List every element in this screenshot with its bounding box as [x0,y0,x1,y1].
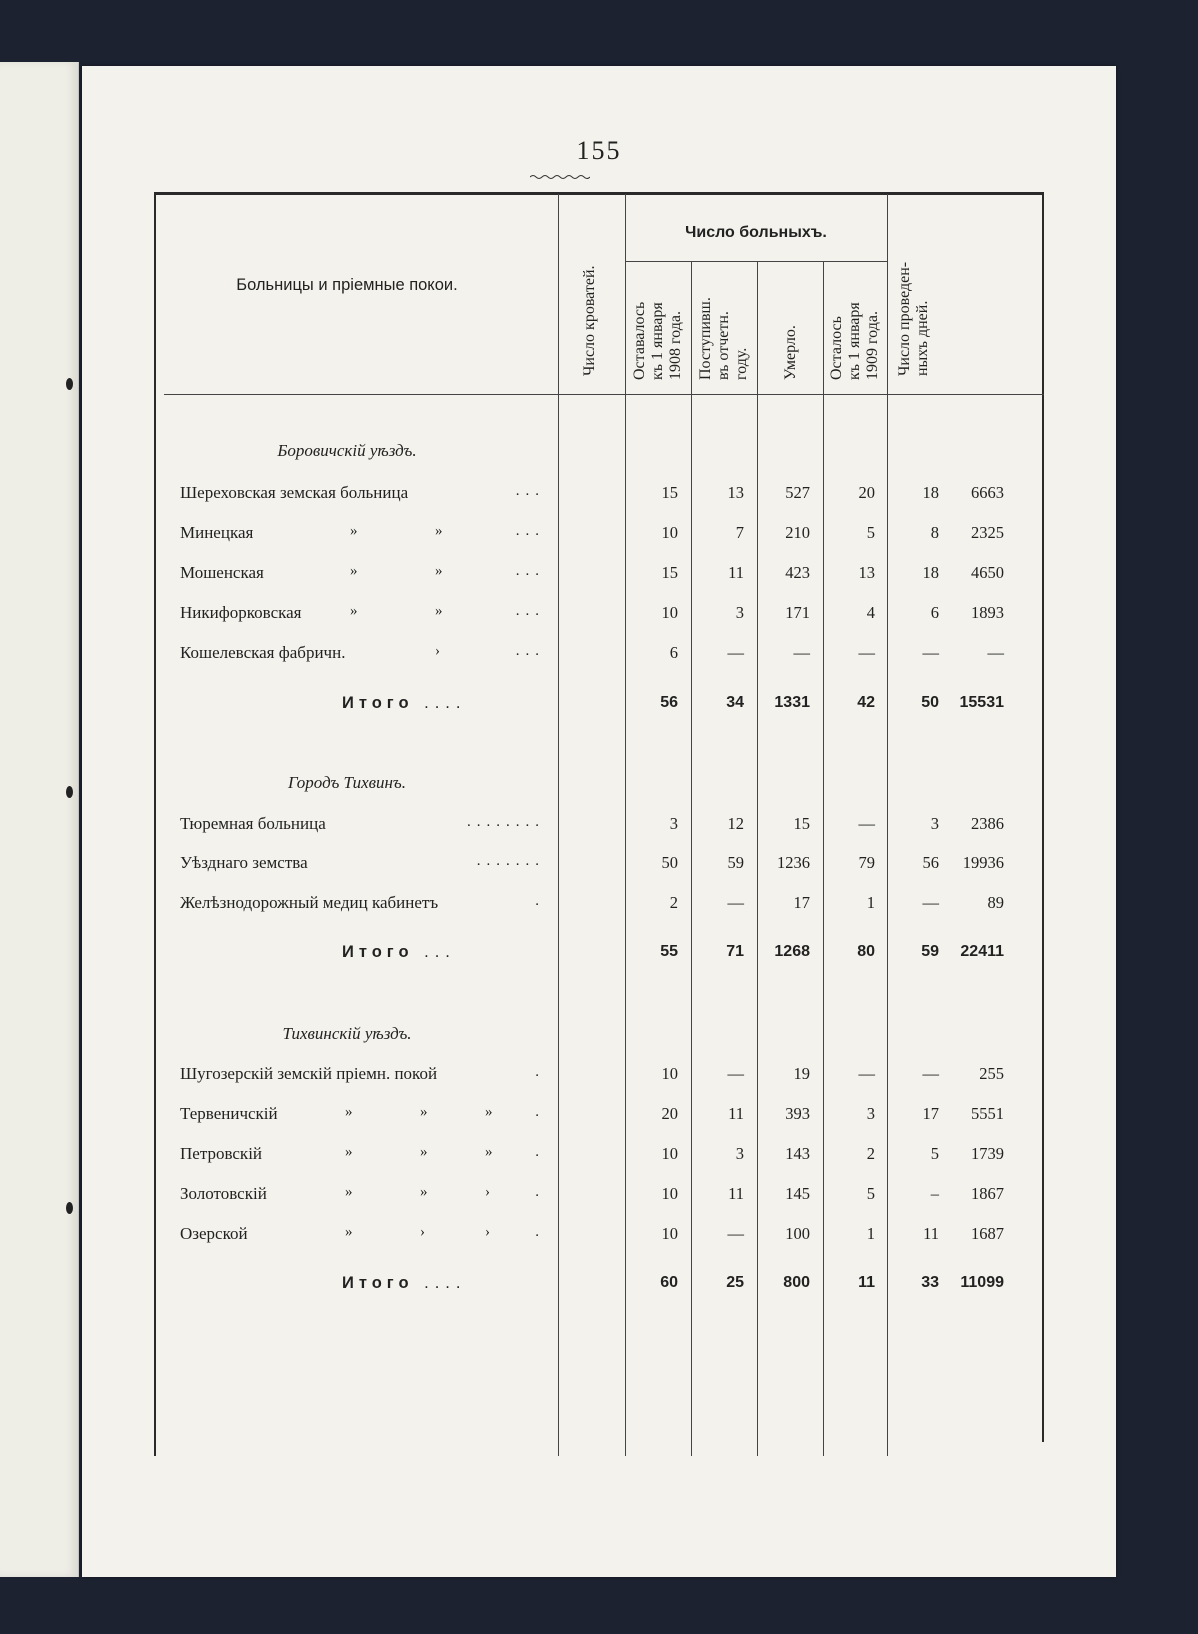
table-cell-c3: 15 [793,814,810,833]
table-cell-c1: 20 [661,1104,678,1123]
total-label: Итого .... [342,1274,467,1292]
table-cell-c3: 527 [785,483,810,502]
table-cell-c1: 6 [669,643,678,662]
table-cell-c2: — [727,893,744,912]
table-cell-c3: 210 [785,523,810,542]
header-admitted: Поступивш. въ отчетн. году. [697,297,750,380]
table-cell-c5: 5 [930,1144,939,1163]
table-cell-c6: 2325 [971,523,1004,542]
total-label: Итого .... [342,694,467,712]
table-row-label: Тервеничскій » » » . [180,1104,545,1123]
group-header-rule [625,261,887,262]
table-cell-c6: 2386 [971,814,1004,833]
table-cell-c5: 18 [922,563,939,582]
total-label: Итого ... [342,943,456,961]
table-cell-c2: — [727,1064,744,1083]
total-cell-c6: 22411 [960,943,1004,960]
total-cell-c4: 11 [858,1274,875,1291]
column-divider [887,194,888,1456]
table-cell-c4: 4 [866,603,875,622]
binding-hole [66,1202,73,1214]
total-cell-c6: 15531 [959,694,1004,711]
table-cell-c6: 1739 [971,1144,1004,1163]
binding-hole [66,786,73,798]
total-cell-c4: 80 [857,943,875,960]
table-row-label: Мошенская » » ... [180,563,545,582]
table-left-rule [154,194,156,1456]
table-cell-c3: — [793,643,810,662]
table-cell-c5: 3 [930,814,939,833]
table-cell-c1: 2 [669,893,678,912]
table-cell-c5: 56 [922,853,939,872]
total-cell-c1: 60 [660,1274,678,1291]
section-title: Боровичскій уѣздъ. [277,441,417,460]
table-cell-c5: 6 [930,603,939,622]
header-main: Больницы и пріемные покои. [236,276,458,294]
table-row-label: Озерской » › › . [180,1224,545,1243]
header-remained-1908: Оставалось къ 1 января 1908 года. [631,301,684,380]
table-cell-c5: — [922,893,939,912]
table-row-label: Желѣзнодорожный медиц кабинетъ . [180,893,545,912]
header-patients-group: Число больныхъ. [685,224,827,241]
table-cell-c1: 15 [661,483,678,502]
total-cell-c6: 11099 [960,1274,1004,1291]
header-remained-1909: Осталось къ 1 января 1909 года. [828,302,881,380]
table-cell-c2: 11 [728,1184,744,1203]
total-cell-c5: 59 [921,943,939,960]
column-divider [823,261,824,1456]
table-cell-c4: 13 [858,563,875,582]
table-cell-c6: 1893 [971,603,1004,622]
table-cell-c6: 19936 [962,853,1004,872]
table-cell-c2: 11 [728,1104,744,1123]
total-cell-c2: 25 [726,1274,744,1291]
total-cell-c2: 71 [726,943,744,960]
table-cell-c3: 1236 [777,853,810,872]
table-cell-c2: 3 [735,603,744,622]
table-right-rule [1042,194,1044,1442]
table-cell-c1: 10 [661,603,678,622]
table-cell-c1: 10 [661,1184,678,1203]
header-beds: Число кроватей. [581,265,598,376]
table-cell-c6: 6663 [971,483,1004,502]
table-cell-c6: 1687 [971,1224,1004,1243]
table-cell-c5: 11 [923,1224,939,1243]
table-cell-c2: 3 [735,1144,744,1163]
table-row-label: Кошелевская фабричн. › ... [180,643,545,662]
table-cell-c6: 1867 [971,1184,1004,1203]
binding-hole [66,378,73,390]
table-row-label: Тюремная больница ........ [180,814,545,833]
table-cell-c4: — [858,643,875,662]
table-cell-c4: 1 [866,893,875,912]
table-row-label: Минецкая » » ... [180,523,545,542]
table-cell-c3: 171 [785,603,810,622]
total-cell-c1: 56 [660,694,678,711]
table-cell-c1: 10 [661,523,678,542]
table-row-label: Петровскій » » » . [180,1144,545,1163]
table-cell-c5: 17 [922,1104,939,1123]
table-cell-c4: 79 [858,853,875,872]
table-row-label: Золотовскій » » › . [180,1184,545,1203]
table-cell-c3: 393 [785,1104,810,1123]
header-died: Умерло. [782,325,799,380]
table-cell-c6: 89 [987,893,1004,912]
table-cell-c4: — [858,1064,875,1083]
document-page [82,66,1116,1577]
table-cell-c1: 10 [661,1064,678,1083]
table-cell-c6: 5551 [971,1104,1004,1123]
column-divider [691,261,692,1456]
table-cell-c4: — [858,814,875,833]
table-cell-c2: 11 [728,563,744,582]
table-cell-c4: 20 [858,483,875,502]
table-cell-c1: 15 [661,563,678,582]
table-cell-c5: 18 [922,483,939,502]
left-page-edge [0,62,79,1577]
table-row-label: Никифорковская » » ... [180,603,545,622]
table-row-label: Шугозерскій земскій пріемн. покой . [180,1064,545,1083]
total-cell-c2: 34 [726,694,744,711]
total-cell-c3: 1268 [774,943,810,960]
table-cell-c1: 3 [669,814,678,833]
total-cell-c5: 33 [921,1274,939,1291]
table-cell-c3: 100 [785,1224,810,1243]
header-days: Число проведен- ныхъ дней. [896,261,931,376]
table-cell-c4: 1 [866,1224,875,1243]
column-divider [625,194,626,1456]
table-cell-c4: 3 [866,1104,875,1123]
table-cell-c4: 5 [866,1184,875,1203]
table-cell-c3: 423 [785,563,810,582]
table-cell-c5: — [922,1064,939,1083]
section-title: Городъ Тихвинъ. [288,773,406,792]
total-cell-c3: 1331 [774,694,810,711]
table-cell-c6: 255 [979,1064,1004,1083]
column-divider [757,261,758,1456]
total-cell-c5: 50 [921,694,939,711]
table-cell-c1: 50 [661,853,678,872]
column-divider [558,194,559,1456]
table-cell-c2: 7 [735,523,744,542]
table-cell-c6: — [987,643,1004,662]
table-row-label: Уѣзднаго земства ....... [180,853,545,872]
table-cell-c3: 17 [793,893,810,912]
total-cell-c1: 55 [660,943,678,960]
table-cell-c1: 10 [661,1224,678,1243]
table-cell-c2: — [727,643,744,662]
ornament-underline [530,174,590,180]
section-title: Тихвинскій уѣздъ. [282,1024,412,1043]
table-cell-c5: 8 [930,523,939,542]
table-row-label: Шереховская земская больница ... [180,483,545,502]
table-cell-c2: 59 [727,853,744,872]
table-cell-c6: 4650 [971,563,1004,582]
page-number: 155 [576,136,622,165]
table-cell-c4: 2 [866,1144,875,1163]
table-cell-c3: 143 [785,1144,810,1163]
table-cell-c1: 10 [661,1144,678,1163]
total-cell-c3: 800 [783,1274,810,1291]
table-cell-c2: — [727,1224,744,1243]
table-top-rule [154,192,1044,195]
table-cell-c2: 12 [727,814,744,833]
table-cell-c2: 13 [727,483,744,502]
table-cell-c3: 19 [793,1064,810,1083]
table-cell-c5: — [922,643,939,662]
table-cell-c4: 5 [866,523,875,542]
total-cell-c4: 42 [857,694,875,711]
table-cell-c5: – [930,1184,939,1203]
table-cell-c3: 145 [785,1184,810,1203]
table-header-rule [164,394,1044,395]
